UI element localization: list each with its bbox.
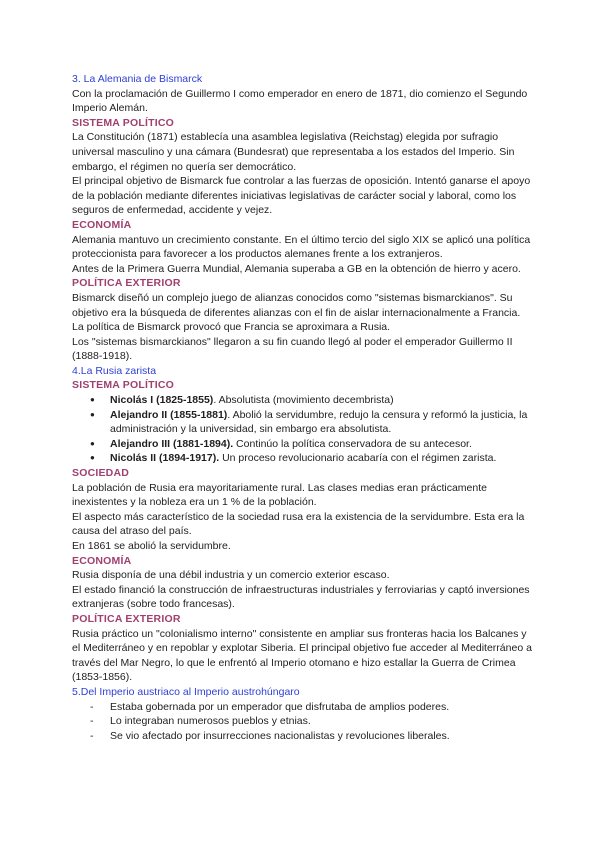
section-4-title: 4.La Rusia zarista: [72, 364, 157, 377]
s4-ext-paragraph-1: Rusia práctico un "colonialismo interno" consistente en ampliar sus fronteras hacia los Balcanes y el Mediterráneo y en repoblar y explotar Siberia. El principal objetivo fue acceder al Mediterráneo a través del Mar Negro, lo que le enfrentó al Imperio otomano e hizo estallar la Guerra de Crimea (1853-1856).: [72, 627, 532, 684]
s3-ext-paragraph-3: Los "sistemas bismarckianos" llegaron a su fin cuando llegó al poder el emperador Guillermo II (1888-1918).: [72, 335, 513, 363]
s3-eco-paragraph-2: Antes de la Primera Guerra Mundial, Alemania superaba a GB en la obtención de hierro y acero.: [72, 262, 521, 275]
s3-ext-paragraph-2: La política de Bismarck provocó que Francia se aproximara a Rusia.: [72, 321, 391, 334]
list-item: [72, 451, 532, 466]
tsar-description: . Absolutista (movimiento decembrista): [213, 394, 394, 407]
tsar-name: Nicolás II (1894-1917).: [110, 452, 220, 465]
document-page: [72, 72, 532, 743]
s4-soc-paragraph-3: En 1861 se abolió la servidumbre.: [72, 540, 231, 552]
s4-heading-politica-exterior: POLÍTICA EXTERIOR: [72, 612, 181, 625]
section-5-title: 5.Del Imperio austriaco al Imperio austrohúngaro: [72, 685, 300, 698]
list-item: - Se vio afectado por insurrecciones nacionalistas y revoluciones liberales.: [72, 729, 532, 744]
list-item: - Lo integraban numerosos pueblos y etnias.: [72, 714, 532, 729]
s4-eco-paragraph-2: El estado financió la construcción de infraestructuras industriales y ferroviarias y captó inversiones extranjeras (sobre todo francesas).: [72, 583, 530, 611]
s3-heading-economia: ECONOMÍA: [72, 218, 132, 231]
s4-heading-economia: ECONOMÍA: [72, 554, 132, 567]
section-3-title: 3. La Alemania de Bismarck: [72, 73, 203, 85]
s3-ext-paragraph-1: Bismarck diseñó un complejo juego de alianzas conocidos como "sistemas bismarckianos". Su objetivo era la búsqueda de diferentes alianzas con el fin de aislar internacionalmente a Francia.: [72, 291, 521, 319]
s3-heading-sistema-politico: SISTEMA POLÍTICO: [72, 116, 174, 129]
tsar-list: [72, 393, 532, 466]
s3-pol-paragraph-2: El principal objetivo de Bismarck fue controlar a las fuerzas de oposición. Intentó ganarse el apoyo de la población mediante diferentes iniciativas legislativas de carácter social y laboral, como los seguros de enfermedad, accidente y vejez.: [72, 175, 531, 217]
s4-soc-paragraph-1: La población de Rusia era mayoritariamente rural. Las clases medias eran prácticamente inexistentes y la nobleza era un 1 % de la población.: [72, 481, 487, 509]
list-item: [72, 408, 532, 437]
s3-eco-paragraph-1: Alemania mantuvo un crecimiento constante. En el último tercio del siglo XIX se aplicó una política proteccionista para favorecer a los productos alemanes frente a los extranjeros.: [72, 233, 531, 261]
s4-heading-sociedad: SOCIEDAD: [72, 467, 130, 480]
list-item: - Estaba gobernada por un emperador que disfrutaba de amplios poderes.: [72, 700, 532, 715]
austria-list: [72, 700, 532, 744]
s3-intro: Con la proclamación de Guillermo I como emperador en enero de 1871, dio comienzo el Segundo Imperio Alemán.: [72, 87, 528, 115]
s3-heading-politica-exterior: POLÍTICA EXTERIOR: [72, 277, 181, 290]
tsar-description: . Abolió la servidumbre, redujo la censura y reformó la justicia, la administración y la universidad, sin embargo era absolutista.: [110, 408, 528, 436]
list-item: [72, 437, 532, 452]
s3-pol-paragraph-1: La Constitución (1871) establecía una asamblea legislativa (Reichstag) elegida por sufragio universal masculino y una cámara (Bundesrat) que representaba a los estados del Imperio. Sin embargo, el régimen no quería ser democrático.: [72, 131, 515, 173]
tsar-description: Un proceso revolucionario acabaría con el régimen zarista.: [219, 452, 497, 465]
tsar-name: Alejandro III (1881-1894).: [110, 437, 234, 450]
tsar-name: Nicolás I (1825-1855): [110, 394, 214, 407]
list-item: [72, 393, 532, 408]
tsar-name: Alejandro II (1855-1881): [110, 408, 228, 421]
tsar-description: Continúo la política conservadora de su antecesor.: [233, 437, 472, 450]
s4-soc-paragraph-2: El aspecto más característico de la sociedad rusa era la existencia de la servidumbre. Esta era la causa del atraso del país.: [72, 510, 525, 538]
s4-heading-sistema-politico: SISTEMA POLÍTICO: [72, 379, 174, 392]
s4-eco-paragraph-1: Rusia disponía de una débil industria y un comercio exterior escaso.: [72, 569, 390, 582]
